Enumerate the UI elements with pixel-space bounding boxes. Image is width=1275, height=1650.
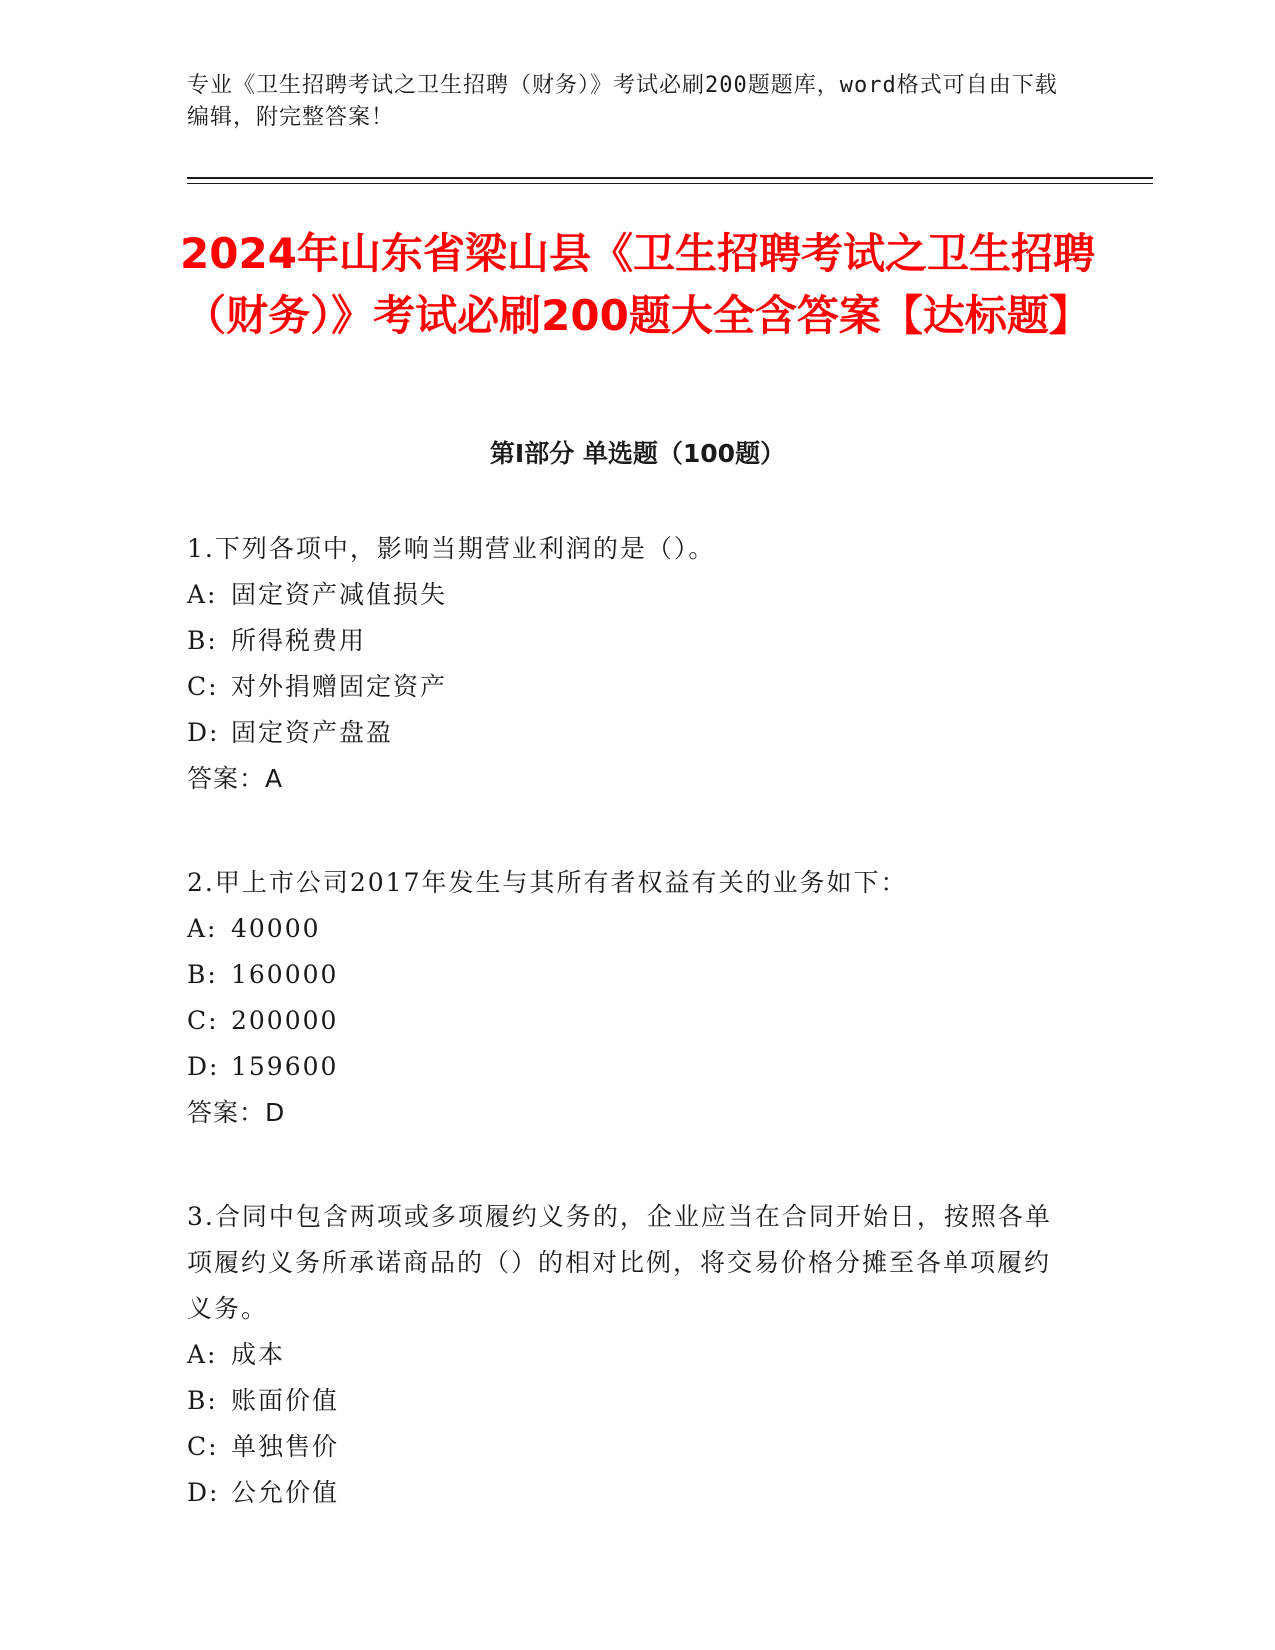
option-c [187,664,1067,710]
option-text: 固定资产减值损失 [231,580,448,609]
document-title: 2024年山东省梁山县《卫生招聘考试之卫生招聘（财务）》考试必刷200题大全含答案【达标题】 [180,229,1095,340]
question-item [187,526,1067,802]
option-text: 公允价值 [231,1478,340,1507]
option-letter: A: [187,1340,218,1369]
question-item [187,860,1067,1136]
header-rule-thick [187,177,1153,179]
option-d [187,710,1067,756]
option-letter: A: [187,914,218,943]
option-letter: C: [187,1432,219,1461]
option-letter: B: [187,1386,218,1415]
answer-line: 答案：A [187,764,284,793]
option-letter: C: [187,672,219,701]
option-letter: D: [187,1052,220,1081]
option-a [187,572,1067,618]
option-c [187,998,1067,1044]
option-text: 固定资产盘盈 [231,718,394,747]
option-letter: B: [187,960,218,989]
option-letter: B: [187,626,218,655]
option-letter: C: [187,1006,219,1035]
option-letter: D: [187,718,220,747]
section-heading: 第Ⅰ部分 单选题（100题） [489,439,786,468]
option-a [187,1332,1067,1378]
option-a [187,906,1067,952]
option-b [187,618,1067,664]
option-d [187,1044,1067,1090]
header-rule-thin [187,183,1153,184]
option-text: 200000 [231,1006,339,1035]
question-stem: 3.合同中包含两项或多项履约义务的，企业应当在合同开始日，按照各单项履约义务所承诺商品的（）的相对比例，将交易价格分摊至各单项履约义务。 [187,1202,1052,1323]
option-text: 成本 [231,1340,286,1369]
option-letter: D: [187,1478,220,1507]
option-d [187,1470,1067,1516]
option-text: 159600 [231,1052,339,1081]
question-item [187,1194,1067,1516]
question-list [187,526,1067,1574]
question-stem: 2.甲上市公司2017年发生与其所有者权益有关的业务如下： [187,868,908,897]
option-b [187,952,1067,998]
option-text: 对外捐赠固定资产 [231,672,448,701]
option-text: 账面价值 [231,1386,340,1415]
question-stem: 1.下列各项中，影响当期营业利润的是（）。 [187,534,716,563]
answer-line: 答案：D [187,1098,286,1127]
header-note: 专业《卫生招聘考试之卫生招聘（财务）》考试必刷200题题库，word格式可自由下载编辑，附完整答案！ [187,73,1058,130]
option-text: 160000 [231,960,339,989]
option-letter: A: [187,580,218,609]
option-text: 40000 [231,914,321,943]
option-b [187,1378,1067,1424]
option-c [187,1424,1067,1470]
option-text: 单独售价 [231,1432,340,1461]
option-text: 所得税费用 [231,626,367,655]
